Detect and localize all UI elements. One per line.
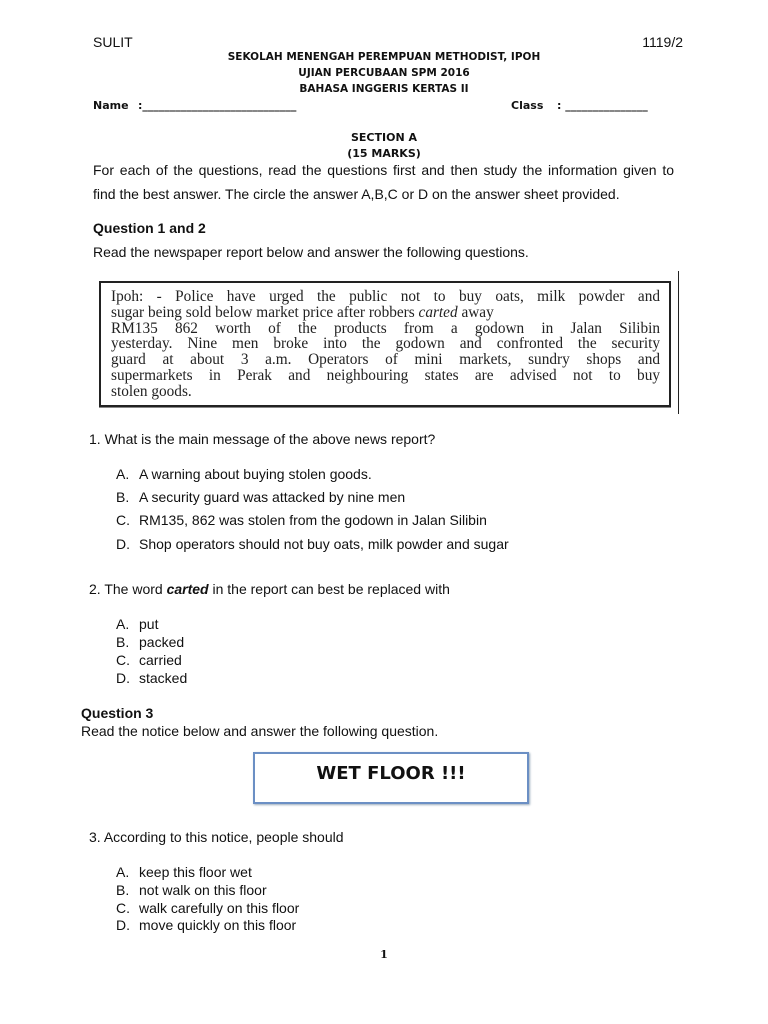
question-text: The word <box>104 581 167 597</box>
question-text: in the report can best be replaced with <box>208 581 450 597</box>
question-3 <box>89 829 344 845</box>
question-1 <box>89 431 435 447</box>
section-marks: (15 MARKS) <box>347 147 421 160</box>
option-c <box>116 900 299 916</box>
class-blank: : _______________ <box>557 99 648 112</box>
paper-name: BAHASA INGGERIS KERTAS II <box>299 83 469 95</box>
wet-floor-notice <box>253 752 529 804</box>
news-line: RM135 862 worth of the products from a godown in Jalan Silibin <box>111 319 660 337</box>
option-a <box>116 864 252 880</box>
news-line-text: sugar being sold below market price after robbers <box>111 303 419 321</box>
section-title: SECTION A <box>350 131 417 144</box>
news-line: Ipoh: - Police have urged the public not to buy oats, milk powder and <box>111 288 660 305</box>
option-b <box>116 882 267 898</box>
option-letter: C. <box>116 652 130 668</box>
question-3-heading: Question 3 <box>81 705 154 721</box>
question-text: What is the main message of the above news report? <box>104 431 436 447</box>
option-letter: A. <box>116 864 130 880</box>
news-line <box>111 305 669 321</box>
margin-rule <box>678 271 679 414</box>
option-letter: B. <box>116 634 130 650</box>
header-left-label: SULIT <box>93 34 133 50</box>
option-text: stacked <box>139 670 188 686</box>
name-blank: :____________________________ <box>138 99 297 112</box>
option-c <box>116 652 182 668</box>
exam-name: UJIAN PERCUBAAN SPM 2016 <box>298 67 470 79</box>
option-text: move quickly on this floor <box>139 917 297 933</box>
option-text: packed <box>139 634 185 650</box>
news-line: supermarkets in Perak and neighbouring states are advised not to buy <box>111 366 660 384</box>
option-letter: C. <box>116 900 130 916</box>
option-a <box>116 616 158 632</box>
question-number: 2. <box>89 581 101 597</box>
question-1-2-intro: Read the newspaper report below and answer the following questions. <box>93 244 529 260</box>
news-report-box <box>99 281 671 407</box>
option-text: carried <box>139 652 182 668</box>
news-line-text: away <box>457 303 494 321</box>
option-letter: A. <box>116 616 130 632</box>
option-letter: D. <box>116 536 130 552</box>
news-line: stolen goods. <box>111 382 192 400</box>
option-text: walk carefully on this floor <box>139 900 300 916</box>
news-word-carted: carted <box>418 303 458 321</box>
question-2 <box>89 581 450 597</box>
option-a <box>116 466 372 482</box>
option-letter: B. <box>116 489 130 505</box>
option-letter: D. <box>116 917 130 933</box>
option-text: keep this floor wet <box>139 864 252 880</box>
question-1-2-heading: Question 1 and 2 <box>93 220 206 236</box>
option-text: put <box>139 616 159 632</box>
option-text: not walk on this floor <box>139 882 267 898</box>
option-letter: A. <box>116 466 130 482</box>
class-label: Class <box>511 99 544 112</box>
question-keyword: carted <box>166 581 209 597</box>
instruction-line-1: For each of the questions, read the questions first and then study the information given to <box>93 162 674 178</box>
option-d <box>116 917 296 933</box>
question-3-intro: Read the notice below and answer the following question. <box>81 723 439 739</box>
question-text: According to this notice, people should <box>103 829 344 845</box>
option-b <box>116 489 405 505</box>
option-text: Shop operators should not buy oats, milk powder and sugar <box>139 536 509 552</box>
option-d <box>116 536 509 552</box>
question-number: 1. <box>89 431 101 447</box>
option-letter: C. <box>116 512 130 528</box>
news-line: guard at about 3 a.m. Operators of mini markets, sundry shops and <box>111 351 660 369</box>
question-number: 3. <box>89 829 101 845</box>
news-line: yesterday. Nine men broke into the godown and confronted the security <box>111 335 660 353</box>
school-name: SEKOLAH MENENGAH PEREMPUAN METHODIST, IPOH <box>227 51 541 63</box>
page-number: 1 <box>380 948 388 961</box>
option-b <box>116 634 184 650</box>
option-letter: B. <box>116 882 130 898</box>
option-letter: D. <box>116 670 130 686</box>
option-text: A security guard was attacked by nine men <box>139 489 406 505</box>
option-c <box>116 512 487 528</box>
option-text: RM135, 862 was stolen from the godown in Jalan Silibin <box>139 512 487 528</box>
name-label: Name <box>93 99 129 112</box>
paper-code: 1119/2 <box>642 34 683 50</box>
notice-text: WET FLOOR !!! <box>316 763 466 784</box>
option-text: A warning about buying stolen goods. <box>139 466 372 482</box>
option-d <box>116 670 187 686</box>
instruction-line-2: find the best answer. The circle the answer A,B,C or D on the answer sheet provided. <box>93 186 620 202</box>
